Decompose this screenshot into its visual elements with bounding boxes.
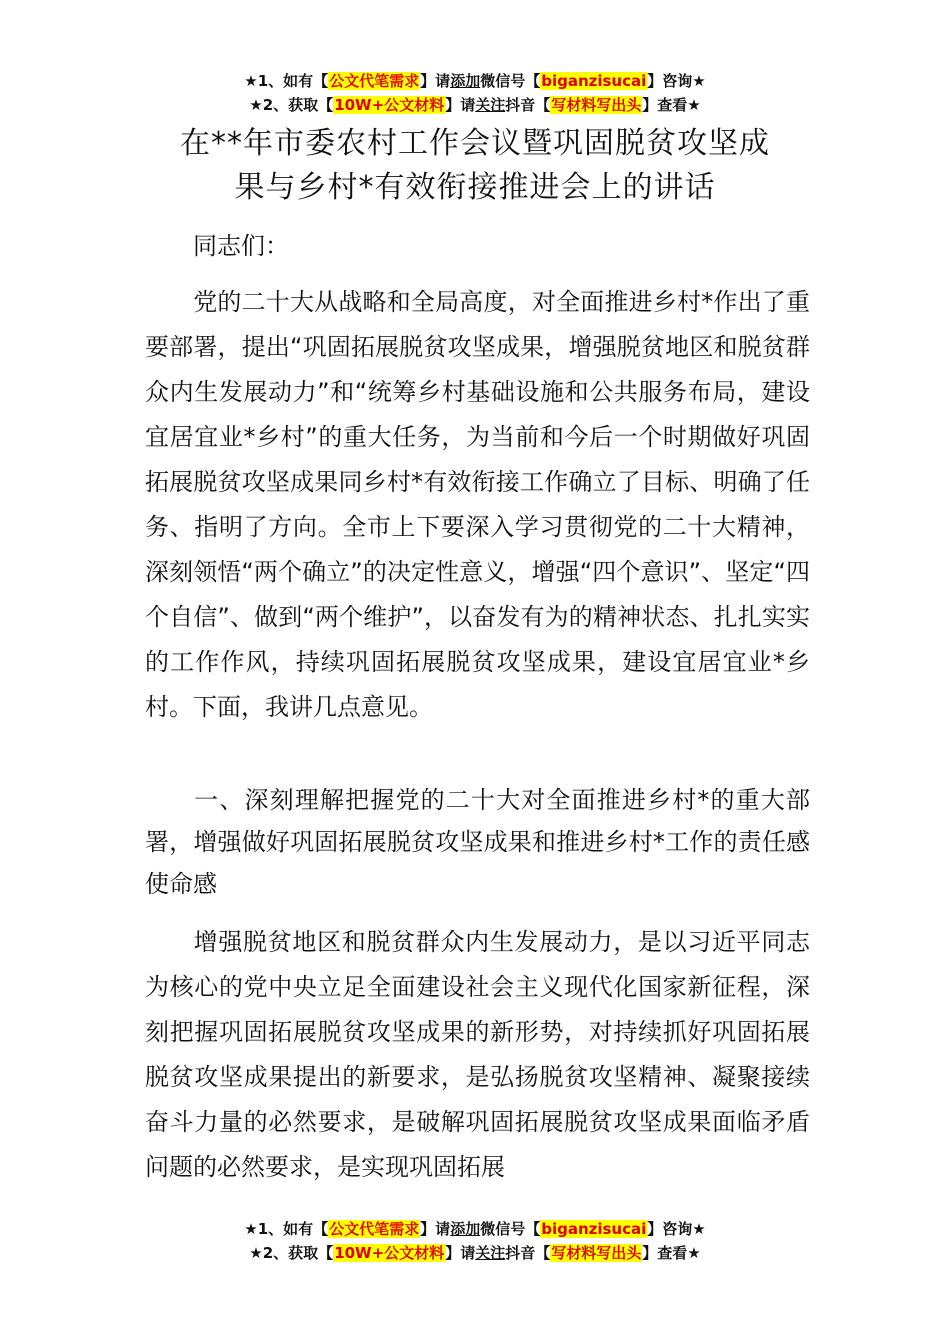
- promo-highlight: 公文代笔需求: [329, 72, 420, 90]
- promo-prefix: ★2、获取【: [249, 96, 334, 114]
- document-title-line-2: 果与乡村*有效衔接推进会上的讲话: [234, 170, 716, 205]
- promo-text: 抖音【: [505, 96, 551, 114]
- promo-prefix: ★2、获取【: [249, 1244, 334, 1262]
- promo-text: 抖音【: [505, 1244, 551, 1262]
- promo-banner-top-line-2: [0, 94, 950, 116]
- promo-suffix: 】查看★: [642, 96, 701, 114]
- document-title-line-1: 在**年市委农村工作会议暨巩固脱贫攻坚成: [180, 126, 770, 161]
- promo-banner-top-line-1: [0, 70, 950, 92]
- promo-text: 】请: [445, 1244, 476, 1262]
- promo-highlight: biganzisucai: [541, 72, 647, 90]
- promo-suffix: 】咨询★: [647, 1220, 706, 1238]
- promo-prefix: ★1、如有【: [244, 72, 329, 90]
- section-heading-1: [145, 779, 810, 905]
- promo-highlight: 10W+公文材料: [334, 1244, 445, 1262]
- promo-highlight: 10W+公文材料: [334, 96, 445, 114]
- paragraph-2-text: 增强脱贫地区和脱贫群众内生发展动力，是以习近平同志为核心的党中央立足全面建设社会主义现代化国家新征程，深刻把握巩固拓展脱贫攻坚成果的新形势，对持续抓好巩固拓展脱贫攻坚成果提出的新要求，是弘扬脱贫攻坚精神、凝聚接续奋斗力量的必然要求，是破解巩固拓展脱贫攻坚成果面临矛盾问题的必然要求，是实现巩固拓展: [145, 928, 810, 1181]
- promo-suffix: 】查看★: [642, 1244, 701, 1262]
- promo-text: 】请: [420, 1220, 451, 1238]
- promo-text: 】请: [420, 72, 451, 90]
- promo-emphasis: 添加: [450, 72, 481, 90]
- promo-emphasis: 关注: [475, 1244, 506, 1262]
- promo-banner-bottom-line-1: [0, 1218, 950, 1240]
- salutation-text: 同志们：: [193, 232, 289, 260]
- promo-banner-bottom-line-2: [0, 1242, 950, 1264]
- promo-suffix: 】咨询★: [647, 72, 706, 90]
- promo-highlight: 公文代笔需求: [329, 1220, 420, 1238]
- paragraph-1-text: 党的二十大从战略和全局高度，对全面推进乡村*作出了重要部署，提出“巩固拓展脱贫攻坚成果，增强脱贫地区和脱贫群众内生发展动力”和“统筹乡村基础设施和公共服务布局，建设宜居宜业*乡村”的重大任务，为当前和今后一个时期做好巩固拓展脱贫攻坚成果同乡村*有效衔接工作确立了目标、明确了任务、指明了方向。全市上下要深入学习贯彻党的二十大精神，深刻领悟“两个确立”的决定性意义，增强“四个意识”、坚定“四个自信”、做到“两个维护”，以奋发有为的精神状态、扎扎实实的工作作风，持续巩固拓展脱贫攻坚成果，建设宜居宜业*乡村。下面，我讲几点意见。: [145, 288, 810, 721]
- salutation: [145, 224, 810, 269]
- paragraph-1: [145, 280, 810, 730]
- promo-text: 微信号【: [480, 72, 541, 90]
- promo-emphasis: 关注: [475, 96, 506, 114]
- promo-text: 微信号【: [480, 1220, 541, 1238]
- promo-prefix: ★1、如有【: [244, 1220, 329, 1238]
- paragraph-2: [145, 920, 810, 1190]
- promo-highlight: biganzisucai: [541, 1220, 647, 1238]
- promo-emphasis: 添加: [450, 1220, 481, 1238]
- promo-highlight: 写材料写出头: [551, 96, 642, 114]
- promo-highlight: 写材料写出头: [551, 1244, 642, 1262]
- section-heading-1-text: 一、深刻理解把握党的二十大对全面推进乡村*的重大部署，增强做好巩固拓展脱贫攻坚成果和推进乡村*工作的责任感使命感: [145, 786, 810, 898]
- promo-text: 】请: [445, 96, 476, 114]
